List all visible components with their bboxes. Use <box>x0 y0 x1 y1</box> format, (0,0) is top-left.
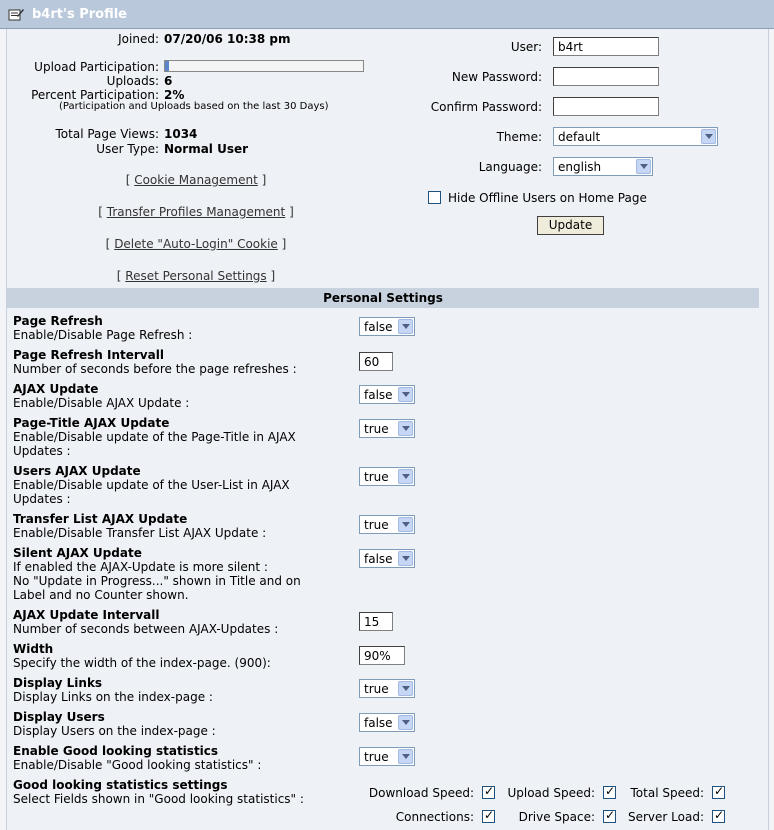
new-password-input[interactable] <box>553 67 659 86</box>
page-title: b4rt's Profile <box>32 7 127 22</box>
stats-field-checkbox[interactable] <box>603 810 616 823</box>
stats-field-label: Server Load: <box>628 810 704 824</box>
setting-select-value: true <box>364 518 389 532</box>
stats-field-checkbox[interactable] <box>603 786 616 799</box>
chevron-down-icon[interactable] <box>398 551 413 566</box>
setting-select[interactable] <box>359 317 415 336</box>
language-select-value: english <box>558 160 602 174</box>
setting-select-value: false <box>364 388 393 402</box>
setting-description: Enable/Disable Page Refresh : <box>13 328 193 342</box>
setting-text-input[interactable] <box>359 352 393 371</box>
personal-settings-header: Personal Settings <box>7 288 759 308</box>
theme-select[interactable] <box>553 127 718 146</box>
setting-title: Width <box>13 642 54 656</box>
percent-participation-label: Percent Participation: <box>31 88 159 102</box>
upload-participation-label: Upload Participation: <box>34 60 159 74</box>
bracket: [ <box>98 205 103 219</box>
setting-title: Enable Good looking statistics <box>13 744 219 758</box>
user-type-value: Normal User <box>164 142 249 156</box>
setting-row <box>13 416 296 458</box>
setting-select-value: true <box>364 682 389 696</box>
setting-title: Display Users <box>13 710 105 724</box>
setting-description: Display Links on the index-page : <box>13 690 213 704</box>
bracket: [ <box>105 237 111 251</box>
setting-select-value: false <box>364 552 393 566</box>
setting-row <box>13 464 290 506</box>
chevron-down-icon[interactable] <box>398 517 413 532</box>
theme-label: Theme: <box>496 130 542 144</box>
stats-field-checkbox[interactable] <box>712 786 725 799</box>
theme-select-value: default <box>558 130 601 144</box>
stats-field-label: Drive Space: <box>518 810 595 824</box>
stats-field-label: Connections: <box>395 810 474 824</box>
setting-select[interactable] <box>359 515 415 534</box>
setting-title: Good looking statistics settings <box>13 778 228 792</box>
reset-settings-link[interactable]: Reset Personal Settings <box>125 269 267 283</box>
setting-description: Enable/Disable AJAX Update : <box>13 396 190 410</box>
bracket: ] <box>289 205 294 219</box>
stats-field-label: Upload Speed: <box>507 786 595 800</box>
setting-title: AJAX Update <box>13 382 99 396</box>
delete-autologin-row <box>0 237 392 251</box>
setting-row <box>13 546 301 602</box>
chevron-down-icon[interactable] <box>398 421 413 436</box>
setting-row <box>13 348 297 376</box>
setting-row <box>13 512 266 540</box>
setting-description: Enable/Disable update of the Page-Title in AJAX <box>13 430 296 444</box>
setting-title: Users AJAX Update <box>13 464 141 478</box>
setting-select[interactable] <box>359 679 415 698</box>
user-input[interactable] <box>553 37 659 56</box>
setting-text-input[interactable] <box>359 612 393 631</box>
hide-offline-checkbox[interactable] <box>428 191 441 204</box>
setting-description: Number of seconds before the page refreshes : <box>13 362 297 376</box>
setting-description: Enable/Disable Transfer List AJAX Update : <box>13 526 267 540</box>
new-password-label: New Password: <box>451 70 542 84</box>
language-label: Language: <box>478 160 542 174</box>
setting-row <box>13 778 304 806</box>
setting-select[interactable] <box>359 385 415 404</box>
update-button[interactable]: Update <box>537 216 604 235</box>
user-type-label: User Type: <box>96 142 159 156</box>
bracket: [ <box>116 269 122 283</box>
chevron-down-icon[interactable] <box>398 319 413 334</box>
bracket: [ <box>125 173 131 187</box>
transfer-profiles-row <box>0 205 392 219</box>
delete-autologin-link[interactable]: Delete "Auto-Login" Cookie <box>114 237 278 251</box>
setting-description: Select Fields shown in "Good looking statistics" : <box>13 792 304 806</box>
setting-description: Display Users on the index-page : <box>13 724 216 738</box>
setting-select[interactable] <box>359 467 415 486</box>
chevron-down-icon[interactable] <box>398 749 413 764</box>
stats-field-checkbox[interactable] <box>482 786 495 799</box>
chevron-down-icon[interactable] <box>398 387 413 402</box>
setting-description: If enabled the AJAX-Update is more silent : <box>13 560 268 574</box>
cookie-management-row <box>0 173 392 187</box>
setting-select[interactable] <box>359 549 415 568</box>
cookie-management-link[interactable]: Cookie Management <box>134 173 258 187</box>
setting-description: Updates : <box>13 444 71 458</box>
setting-select-value: false <box>364 716 393 730</box>
setting-title: Page-Title AJAX Update <box>13 416 170 430</box>
setting-select[interactable] <box>359 747 415 766</box>
setting-row <box>13 608 278 636</box>
setting-title: AJAX Update Intervall <box>13 608 160 622</box>
chevron-down-icon[interactable] <box>398 681 413 696</box>
stats-field-label: Total Speed: <box>630 786 704 800</box>
setting-row <box>13 642 271 670</box>
joined-value: 07/20/06 10:38 pm <box>164 32 291 46</box>
edit-profile-icon <box>8 7 24 21</box>
setting-row <box>13 744 261 772</box>
stats-field-checkbox[interactable] <box>712 810 725 823</box>
bracket: ] <box>281 237 287 251</box>
setting-description: Label and no Counter shown. <box>13 588 189 602</box>
setting-row <box>13 382 189 410</box>
setting-description: Updates : <box>13 492 71 506</box>
setting-description: Specify the width of the index-page. (900): <box>13 656 271 670</box>
setting-description: Number of seconds between AJAX-Updates : <box>13 622 279 636</box>
user-label: User: <box>510 40 542 54</box>
page-views-value: 1034 <box>164 127 198 141</box>
setting-description: No "Update in Progress..." shown in Title and on <box>13 574 301 588</box>
reset-settings-row <box>0 269 392 283</box>
setting-select[interactable] <box>359 713 415 732</box>
setting-description: Enable/Disable "Good looking statistics" : <box>13 758 262 772</box>
upload-participation-fill <box>165 61 169 71</box>
setting-text-input[interactable] <box>359 646 405 665</box>
setting-row <box>13 676 213 704</box>
uploads-label: Uploads: <box>106 74 159 88</box>
stats-field-checkbox[interactable] <box>482 810 495 823</box>
setting-row <box>13 710 216 738</box>
setting-title: Transfer List AJAX Update <box>13 512 188 526</box>
uploads-value: 6 <box>164 74 173 88</box>
setting-select-value: true <box>364 470 389 484</box>
chevron-down-icon[interactable] <box>701 129 716 144</box>
setting-title: Page Refresh <box>13 314 103 328</box>
chevron-down-icon[interactable] <box>398 469 413 484</box>
bracket: ] <box>261 173 267 187</box>
participation-note: (Participation and Uploads based on the last 30 Days) <box>59 101 329 112</box>
setting-description: Enable/Disable update of the User-List in AJAX <box>13 478 290 492</box>
language-select[interactable] <box>553 157 653 176</box>
setting-select-value: true <box>364 750 389 764</box>
setting-title: Silent AJAX Update <box>13 546 142 560</box>
upload-participation-bar <box>164 60 364 72</box>
page-views-label: Total Page Views: <box>55 127 159 141</box>
confirm-password-label: Confirm Password: <box>430 100 542 114</box>
transfer-profiles-link[interactable]: Transfer Profiles Management <box>106 205 286 219</box>
setting-title: Page Refresh Intervall <box>13 348 164 362</box>
bracket: ] <box>270 269 276 283</box>
percent-participation-value: 2% <box>164 88 185 102</box>
setting-select-value: false <box>364 320 393 334</box>
chevron-down-icon[interactable] <box>398 715 413 730</box>
setting-title: Display Links <box>13 676 103 690</box>
setting-row <box>13 314 192 342</box>
profile-titlebar <box>0 0 774 29</box>
setting-select-value: true <box>364 422 389 436</box>
confirm-password-input[interactable] <box>553 97 659 116</box>
stats-field-label: Download Speed: <box>368 786 474 800</box>
joined-label: Joined: <box>118 32 159 46</box>
setting-select[interactable] <box>359 419 415 438</box>
hide-offline-label: Hide Offline Users on Home Page <box>448 191 647 205</box>
chevron-down-icon[interactable] <box>636 159 651 174</box>
